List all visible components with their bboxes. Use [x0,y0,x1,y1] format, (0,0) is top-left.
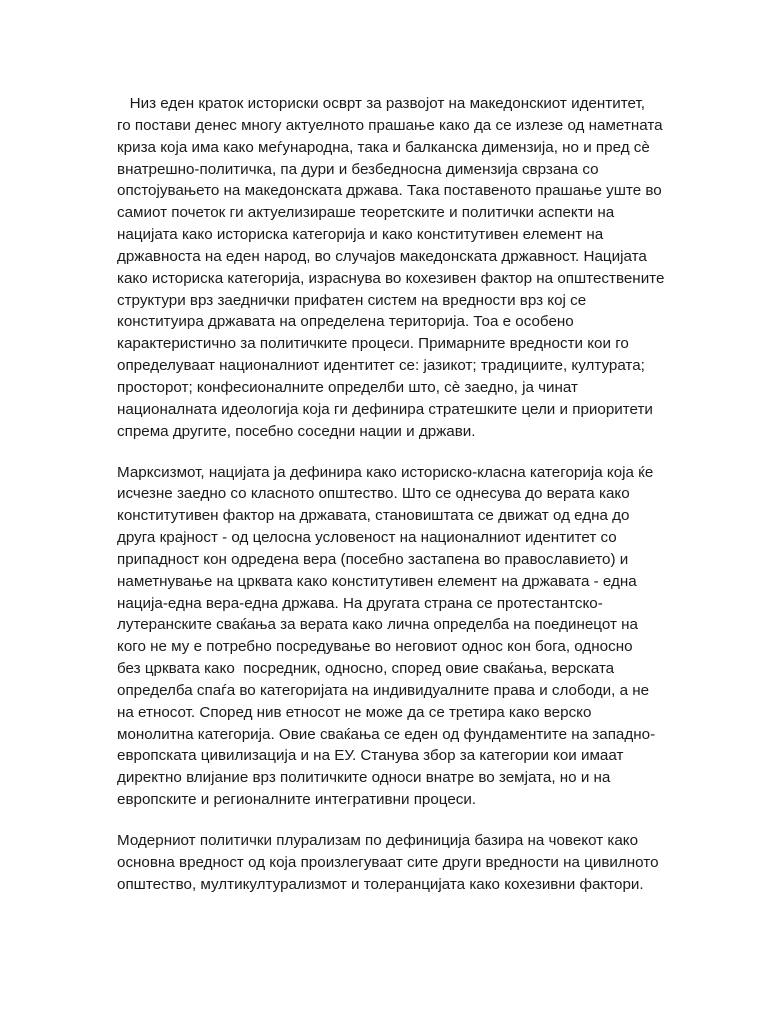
text-line: конститутивен фактор на државата, становиштата се движат од една до [117,507,630,525]
text-line: кого не му е потребно посредување во неговиот однос кон бога, односно [117,638,633,656]
text-line: конституира државата на определена територија. Тоа е особено [117,313,574,331]
text-line: структури врз заеднички прифатен систем на вредности врз кој се [117,291,587,309]
text-line: монолитна категорија. Овие сваќања се еден од фундаментите на западно- [117,725,656,743]
text-line: основна вредност од која произлегуваат сите други вредности на цивилното [117,853,659,871]
document-body [117,93,677,915]
text-line: го постави денес многу актуелното прашање како да се излезе од наметната [117,116,663,134]
text-line: определба спаѓа во категоријата на индивидуалните права и слободи, а не [117,681,650,699]
text-line: карактеристично за политичките процеси. Примарните вредности кои го [117,335,629,353]
text-line: Низ еден краток историски осврт за развојот на македонскиот идентитет, [117,95,645,112]
text-line: лутеранските сваќања за верата како лична определба на поединецот на [117,616,638,634]
text-line: наметнување на црквата како конститутивен елемент на државата - една [117,572,637,590]
text-line: исчезне заедно со класното општество. Што се однесува до верата како [117,485,630,503]
text-line: просторот; конфесионалните определби што, сѐ заедно, ја чинат [117,378,578,396]
text-line: определуваат националниот идентитет се: јазикот; традициите, културата; [117,357,645,375]
text-line: спрема другите, посебно соседни нации и држави. [117,422,476,440]
text-line: криза која има како меѓународна, така и балканска димензија, но и пред сѐ [117,138,650,156]
text-line: внатрешно-политичка, па дури и безбедносна димензија сврзана со [117,160,599,178]
text-line: без црквата како посредник, односно, според овие сваќања, верската [117,660,615,678]
text-line: нација-една вера-една држава. На другата страна се протестантско- [117,594,603,612]
text-line: општество, мултикултурализмот и толеранцијата како кохезивни фактори. [117,875,644,893]
text-line: националната идеологија која ги дефинира стратешките цели и приоритети [117,400,653,418]
text-line: нацијата како историска категорија и како конститутивен елемент на [117,226,604,244]
text-line: припадност кон одредена вера (посебно застапена во православието) и [117,550,629,568]
text-line: директно влијание врз политичките односи внатре во земјата, но и на [117,769,611,787]
text-line: како историска категорија, израснува во кохезивен фактор на општествените [117,269,665,287]
text-line: на етносот. Според нив етносот не може да се третира како верско [117,703,592,721]
text-line: самиот почеток ги актуелизираше теоретските и политички аспекти на [117,204,615,222]
text-line: опстојувањето на македонската држава. Така поставеното прашање уште во [117,182,662,200]
paragraph-2 [117,462,677,812]
text-line: Модерниот политички плурализам по дефиниција базира на човекот како [117,832,639,849]
text-line: друга крајност - од целосна условеност на националниот идентитет со [117,529,617,547]
text-line: државноста на еден народ, во случајов македонската државност. Нацијата [117,247,647,265]
text-line: европските и регионалните интегративни процеси. [117,791,477,809]
paragraph-3 [117,830,677,896]
text-line: европската цивилизација и на ЕУ. Станува збор за категории кои имаат [117,747,624,765]
text-line: Марксизмот, нацијата ја дефинира како историско-класна категорија која ќе [117,463,654,481]
paragraph-1 [117,93,677,443]
